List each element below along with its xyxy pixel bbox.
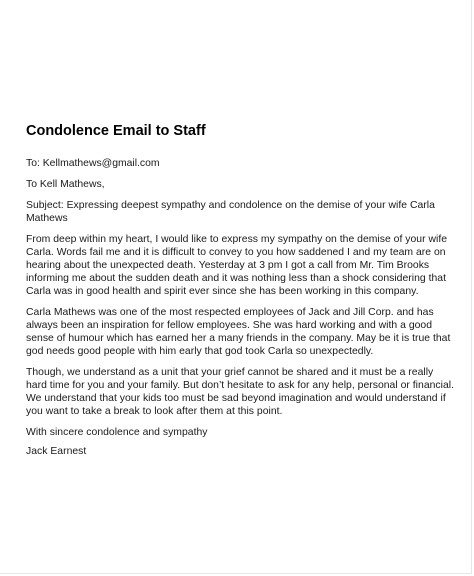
to-line: To: Kellmathews@gmail.com xyxy=(26,158,160,169)
signature: Jack Earnest xyxy=(26,446,87,457)
greeting: To Kell Mathews, xyxy=(26,179,105,190)
paragraph-2: Carla Mathews was one of the most respected employees of Jack and Jill Corp. and has always been an inspiration for fellow employees. She was hard working and with a good sense of humour which has earned her a many friends in the company. May be it is true that god needs good people with him early that god took Carla so unexpectedly. xyxy=(26,307,451,357)
letter-content xyxy=(26,122,454,466)
closing-line: With sincere condolence and sympathy xyxy=(26,427,208,438)
page-title: Condolence Email to Staff xyxy=(26,123,206,139)
paragraph-3: Though, we understand as a unit that your grief cannot be shared and it must be a really hard time for you and your family. But don’t hesitate to ask for any help, personal or financial. We understand that your kids too must be sad beyond imagination and would understand if you want to take a break to look after them at this point. xyxy=(26,367,454,417)
subject-line: Subject: Expressing deepest sympathy and condolence on the demise of your wife Carla Mathews xyxy=(26,200,435,224)
paragraph-1: From deep within my heart, I would like to express my sympathy on the demise of your wife Carla. Words fail me and it is difficult to convey to you how saddened I and my team are on hearing about the unexpected death. Yesterday at 3 pm I got a call from Mr. Tim Brooks informing me about the sudden death and it was nothing less than a shock considering that Carla was in good health and spirit ever since she has been working in this company. xyxy=(26,234,448,297)
